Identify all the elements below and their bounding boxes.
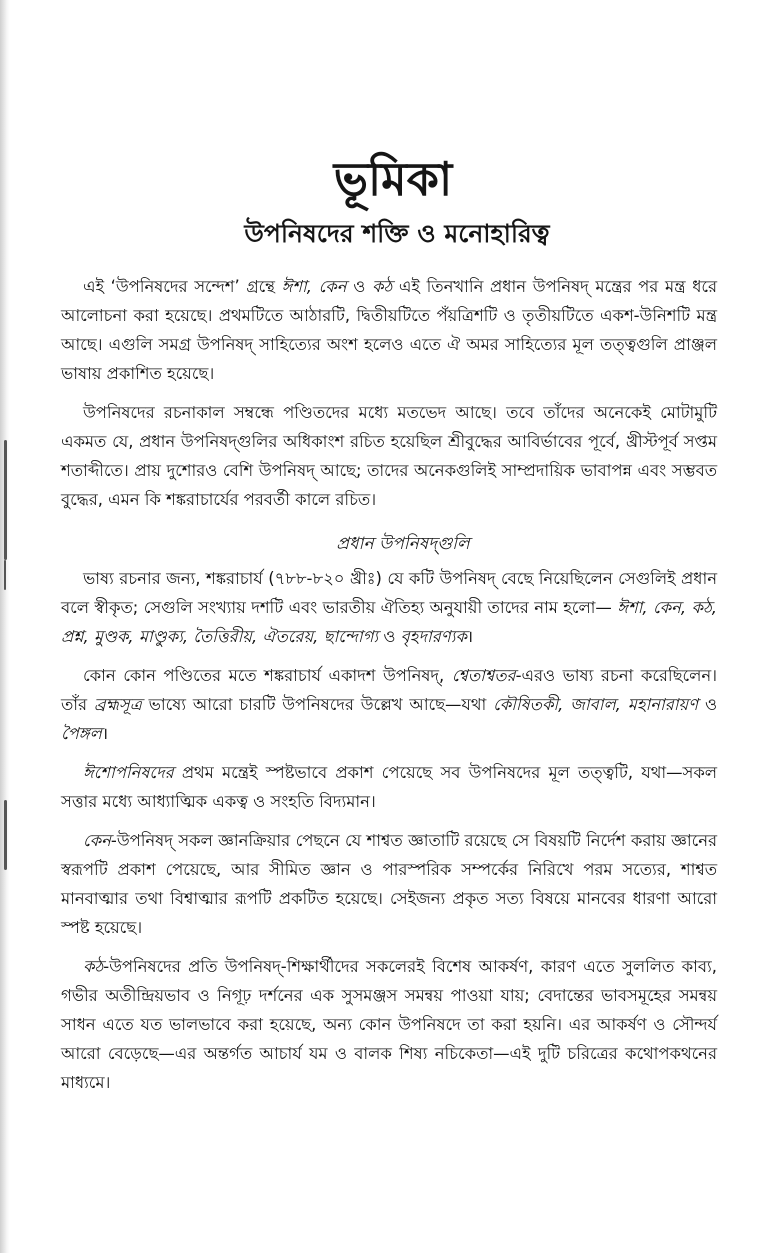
- section-heading: প্রধান উপনিষদ্‌গুলি: [336, 534, 470, 554]
- paragraph-isha: [61, 758, 717, 816]
- text-run-italic: কঠ: [372, 277, 393, 296]
- paragraph-katha: [61, 952, 717, 1097]
- text-run-italic: ব্রহ্মসূত্র: [93, 695, 142, 714]
- paragraph-intro: [61, 272, 717, 388]
- text-run-italic: পৈঙ্গল: [61, 724, 102, 743]
- text-run: এই তিনখানি প্রধান উপনিষদ্ মন্ত্রের পর মন্ত্র ধরে আলোচনা করা হয়েছে। প্রথমটিতে আঠারটি, দ্বিতীয়টিতে পঁয়ত্রিশটি ও তৃতীয়টিতে একশ-উনিশটি মন্ত্র আছে। এগুলি সমগ্র উপনিষদ্ সাহিত্যের অংশ হলেও এতে ঐ অমর সাহিত্যের মূল তত্ত্বগুলি প্রাঞ্জল ভাষায় প্রকাশিত হয়েছে।: [61, 277, 717, 383]
- text-run-italic: শ্বেতাশ্বতর: [451, 666, 516, 685]
- text-run: -উপনিষদের প্রতি উপনিষদ্-শিক্ষার্থীদের সকলেরই বিশেষ আকর্ষণ, কারণ এতে সুললিত কাব্য, গভীর অতীন্দ্রিয়ভাব ও নিগূঢ় দর্শনের এক সুসমঞ্জস সমন্বয় পাওয়া যায়; বেদান্তের ভাবসমূহের সমন্বয় সাধন এতে যত ভালভাবে করা হয়েছে, অন্য কোন উপনিষদে তা করা হয়নি। এর আকর্ষণ ও সৌন্দর্য আরো বেড়েছে—এর অন্তর্গত আচার্য যম ও বালক শিষ্য নচিকেতা—এই দুটি চরিত্রের কথোপকথনের মাধ্যমে।: [61, 957, 717, 1092]
- paragraph-kena: [61, 826, 717, 942]
- text-run: এই ‘উপনিষদের সন্দেশ’ গ্রন্থে: [83, 277, 282, 296]
- text-run: প্রথম মন্ত্রেই স্পষ্টভাবে প্রকাশ পেয়েছে সব উপনিষদের মূল তত্ত্বটি, যথা—সকল সত্তার মধ্যে আধ্যাত্মিক একত্ব ও সংহতি বিদ্যমান।: [61, 763, 717, 811]
- text-run: ।: [101, 724, 109, 743]
- text-run: -এরও ভাষ্য রচনা করেছিলেন। তাঁর: [61, 666, 717, 714]
- paragraph-dating: উপনিষদের রচনাকাল সম্বন্ধে পণ্ডিতদের মধ্যে মতভেদ আছে। তবে তাঁদের অনেকেই মোটামুটি একমত যে, প্রধান উপনিষদ্‌গুলির অধিকাংশ রচিত হয়েছিল শ্রীবুদ্ধের আবির্ভাবের পূর্বে, খ্রীস্টপূর্ব সপ্তম শতাব্দীতে। প্রায় দুশোরও বেশি উপনিষদ্ আছে; তাদের অনেকগুলিই সাম্প্রদায়িক ভাবাপন্ন এবং সম্ভবত বুদ্ধের, এমন কি শঙ্করাচার্যের পরবর্তী কালে রচিত।: [61, 403, 717, 509]
- page-title: ভূমিকা: [333, 152, 453, 206]
- page-edge-mark: [4, 800, 7, 870]
- text-run-italic: কেন: [83, 831, 111, 850]
- text-run-italic: কৌষিতকী, জাবাল, মহানারায়ণ: [493, 695, 699, 714]
- text-run-italic: বৃহদারণ্যক: [400, 627, 467, 646]
- text-run: কোন কোন পণ্ডিতের মতে শঙ্করাচার্য একাদশ উপনিষদ্,: [83, 666, 452, 685]
- text-run: ভাষ্য রচনার জন্য, শঙ্করাচার্য (৭৮৮-৮২০ খ্রীঃ) যে কটি উপনিষদ্ বেছে নিয়েছিলেন সেগুলিই প্রধান বলে স্বীকৃত; সেগুলি সংখ্যায় দশটি এবং ভারতীয় ঐতিহ্য অনুযায়ী তাদের নাম হলো—: [61, 569, 717, 617]
- page-edge-mark: [4, 440, 7, 560]
- text-run-italic: ঈশা, কেন: [281, 277, 347, 296]
- document-page: [61, 150, 717, 1107]
- page-edge-mark: [4, 560, 6, 590]
- text-run: -উপনিষদ্ সকল জ্ঞানক্রিয়ার পেছনে যে শাশ্বত জ্ঞাতাটি রয়েছে সে বিষয়টি নির্দেশ করায় জ্ঞানের স্বরূপটি প্রকাশ পেয়েছে, আর সীমিত জ্ঞান ও পারস্পরিক সম্পর্কের নিরিখে পরম সত্যের, শাশ্বত মানবাত্মার তথা বিশ্বাত্মার রূপটি প্রকটিত হয়েছে। সেইজন্য প্রকৃত সত্য বিষয়ে মানবের ধারণা আরো স্পষ্ট হয়েছে।: [61, 831, 717, 937]
- page-edge-shadow: [0, 0, 10, 1253]
- text-run-italic: ঈশোপনিষদের: [83, 763, 174, 782]
- text-run: ও: [346, 277, 372, 296]
- paragraph-other-upanishads: [61, 661, 717, 748]
- text-run-italic: ঈশা, কেন, কঠ, প্রশ্ন, মুণ্ডক, মাণ্ডুক্য, তৈত্তিরীয়, ঐতরেয়, ছান্দোগ্য: [61, 598, 717, 646]
- text-run-italic: কঠ: [83, 957, 104, 976]
- text-run: ।: [466, 627, 474, 646]
- text-run: ভাষ্যে আরো চারটি উপনিষদের উল্লেখ আছে—যথা: [141, 695, 494, 714]
- text-run: ও: [378, 627, 401, 646]
- text-run: ও: [698, 695, 718, 714]
- paragraph-principal-upanishads: [61, 564, 717, 651]
- page-subtitle: উপনিষদের শক্তি ও মনোহারিত্ব: [244, 219, 550, 248]
